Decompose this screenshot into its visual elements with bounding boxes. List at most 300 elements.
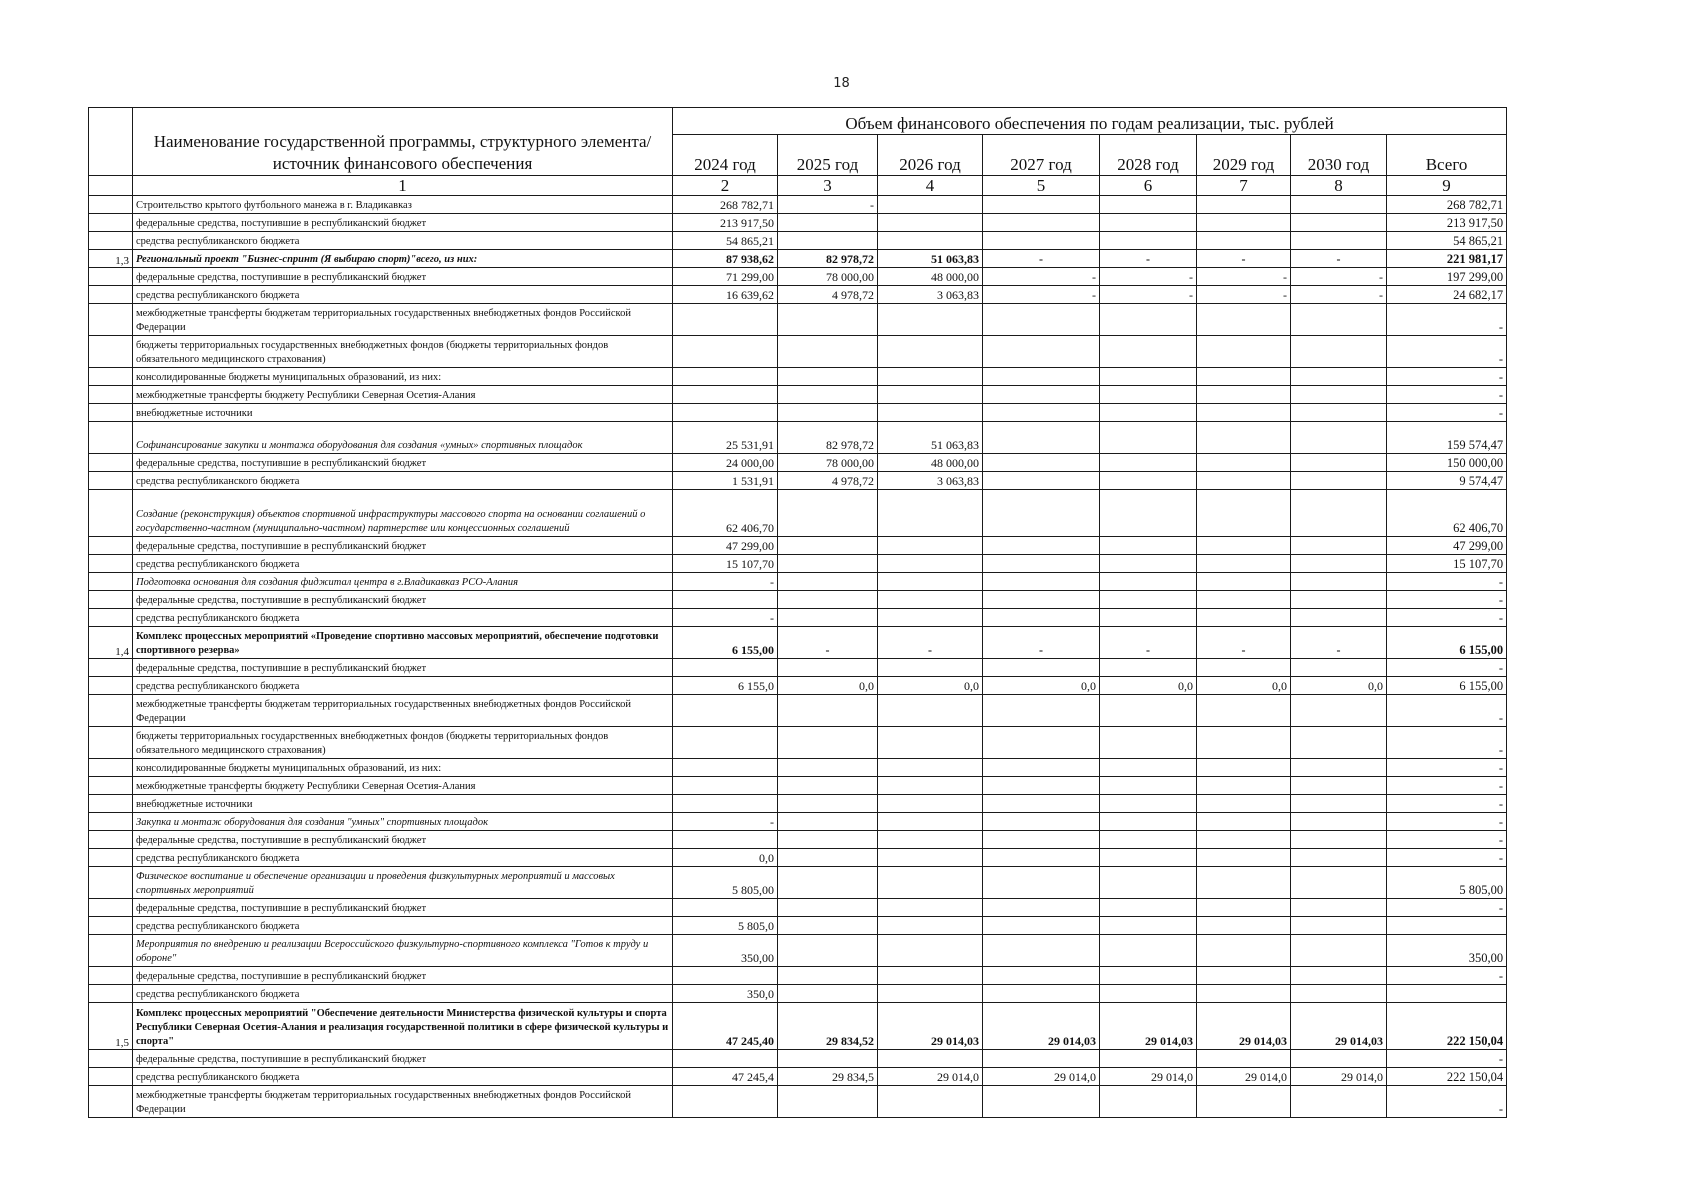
row-number <box>89 336 133 368</box>
cell-year-2027 <box>983 659 1100 677</box>
cell-year-2028 <box>1100 336 1197 368</box>
cell-year-2025 <box>778 727 878 759</box>
cell-year-2030 <box>1291 917 1387 935</box>
row-label: межбюджетные трансферты бюджету Республики Северная Осетия-Алания <box>133 777 673 795</box>
cell-year-2024 <box>673 795 778 813</box>
cell-year-2028: 29 014,0 <box>1100 1068 1197 1086</box>
cell-year-2029 <box>1197 899 1291 917</box>
row-number <box>89 1086 133 1118</box>
cell-year-2029 <box>1197 591 1291 609</box>
cell-total: 197 299,00 <box>1387 268 1507 286</box>
cell-total: 350,00 <box>1387 935 1507 967</box>
header-year-2029: 2029 год <box>1197 135 1291 176</box>
cell-total: - <box>1387 304 1507 336</box>
cell-year-2029: - <box>1197 627 1291 659</box>
table-row <box>89 867 1507 899</box>
cell-year-2029 <box>1197 404 1291 422</box>
cell-year-2030 <box>1291 867 1387 899</box>
cell-year-2025 <box>778 795 878 813</box>
row-number <box>89 422 133 454</box>
table-row <box>89 609 1507 627</box>
row-number <box>89 795 133 813</box>
row-label: федеральные средства, поступившие в республиканский бюджет <box>133 659 673 677</box>
row-label: средства республиканского бюджета <box>133 609 673 627</box>
cell-year-2027 <box>983 867 1100 899</box>
cell-year-2027 <box>983 813 1100 831</box>
header-year-2024: 2024 год <box>673 135 778 176</box>
cell-year-2025 <box>778 368 878 386</box>
cell-total: - <box>1387 899 1507 917</box>
cell-year-2026 <box>878 867 983 899</box>
cell-year-2028 <box>1100 795 1197 813</box>
cell-year-2030 <box>1291 1050 1387 1068</box>
cell-year-2026: - <box>878 627 983 659</box>
cell-year-2025 <box>778 537 878 555</box>
header-year-2026: 2026 год <box>878 135 983 176</box>
cell-year-2029 <box>1197 1050 1291 1068</box>
cell-year-2026: 48 000,00 <box>878 454 983 472</box>
cell-year-2029 <box>1197 386 1291 404</box>
cell-year-2029 <box>1197 813 1291 831</box>
cell-year-2027 <box>983 336 1100 368</box>
cell-total: 15 107,70 <box>1387 555 1507 573</box>
cell-year-2030 <box>1291 368 1387 386</box>
cell-year-2026: 48 000,00 <box>878 268 983 286</box>
cell-year-2024: 25 531,91 <box>673 422 778 454</box>
cell-year-2024: 54 865,21 <box>673 232 778 250</box>
cell-year-2029 <box>1197 1086 1291 1118</box>
table-row <box>89 967 1507 985</box>
cell-total: - <box>1387 813 1507 831</box>
cell-year-2030: - <box>1291 627 1387 659</box>
cell-year-2025: - <box>778 627 878 659</box>
cell-year-2024 <box>673 759 778 777</box>
table-row <box>89 286 1507 304</box>
table-row <box>89 368 1507 386</box>
cell-year-2025 <box>778 899 878 917</box>
cell-year-2025: 29 834,52 <box>778 1003 878 1050</box>
row-number <box>89 232 133 250</box>
cell-year-2026: 3 063,83 <box>878 472 983 490</box>
header-year-2028: 2028 год <box>1100 135 1197 176</box>
table-row <box>89 849 1507 867</box>
cell-total: 47 299,00 <box>1387 537 1507 555</box>
cell-year-2029 <box>1197 336 1291 368</box>
table-row <box>89 268 1507 286</box>
cell-year-2027 <box>983 304 1100 336</box>
cell-year-2024: 24 000,00 <box>673 454 778 472</box>
cell-year-2024 <box>673 727 778 759</box>
cell-year-2026: 51 063,83 <box>878 250 983 268</box>
cell-year-2030 <box>1291 422 1387 454</box>
cell-year-2028 <box>1100 935 1197 967</box>
cell-year-2025 <box>778 609 878 627</box>
cell-year-2026 <box>878 304 983 336</box>
cell-year-2024: 16 639,62 <box>673 286 778 304</box>
cell-year-2027 <box>983 899 1100 917</box>
cell-year-2027: - <box>983 627 1100 659</box>
cell-total: 213 917,50 <box>1387 214 1507 232</box>
cell-year-2027 <box>983 573 1100 591</box>
cell-year-2028 <box>1100 386 1197 404</box>
row-number <box>89 304 133 336</box>
cell-total: - <box>1387 777 1507 795</box>
cell-year-2027 <box>983 214 1100 232</box>
cell-year-2028 <box>1100 759 1197 777</box>
cell-year-2025 <box>778 935 878 967</box>
cell-year-2029 <box>1197 537 1291 555</box>
header-total: Всего <box>1387 135 1507 176</box>
cell-year-2030: 29 014,0 <box>1291 1068 1387 1086</box>
cell-total: - <box>1387 795 1507 813</box>
header-name-column: Наименование государственной программы, структурного элемента/источник финансового обеспечения <box>133 108 673 176</box>
cell-year-2029 <box>1197 368 1291 386</box>
cell-year-2025 <box>778 336 878 368</box>
cell-year-2027 <box>983 917 1100 935</box>
cell-year-2028 <box>1100 727 1197 759</box>
cell-year-2030 <box>1291 537 1387 555</box>
table-row <box>89 196 1507 214</box>
cell-year-2024: 350,0 <box>673 985 778 1003</box>
column-number: 3 <box>778 176 878 196</box>
row-label: Физическое воспитание и обеспечение организации и проведения физкультурных мероприятий и массовых спортивных мероприятий <box>133 867 673 899</box>
row-number <box>89 196 133 214</box>
cell-year-2026 <box>878 368 983 386</box>
row-number <box>89 967 133 985</box>
cell-year-2028 <box>1100 555 1197 573</box>
table-row <box>89 917 1507 935</box>
row-label: средства республиканского бюджета <box>133 677 673 695</box>
cell-year-2024: 47 245,40 <box>673 1003 778 1050</box>
row-number <box>89 268 133 286</box>
header-year-2025: 2025 год <box>778 135 878 176</box>
cell-year-2029 <box>1197 609 1291 627</box>
column-number: 4 <box>878 176 983 196</box>
cell-year-2025 <box>778 777 878 795</box>
row-label: федеральные средства, поступившие в республиканский бюджет <box>133 967 673 985</box>
row-number <box>89 899 133 917</box>
cell-year-2025 <box>778 555 878 573</box>
cell-year-2027: - <box>983 250 1100 268</box>
cell-year-2027 <box>983 232 1100 250</box>
cell-year-2029: 29 014,0 <box>1197 1068 1291 1086</box>
table-row <box>89 422 1507 454</box>
row-number: 1,5 <box>89 1003 133 1050</box>
column-number-row <box>89 176 1507 196</box>
page-number: 18 <box>833 76 850 91</box>
cell-year-2029 <box>1197 967 1291 985</box>
cell-year-2025: 82 978,72 <box>778 422 878 454</box>
table-row <box>89 795 1507 813</box>
cell-year-2028 <box>1100 404 1197 422</box>
cell-year-2028 <box>1100 232 1197 250</box>
cell-year-2028 <box>1100 659 1197 677</box>
cell-year-2025 <box>778 849 878 867</box>
cell-year-2030: - <box>1291 250 1387 268</box>
cell-year-2026 <box>878 917 983 935</box>
cell-year-2025 <box>778 573 878 591</box>
cell-year-2029 <box>1197 759 1291 777</box>
row-label: средства республиканского бюджета <box>133 849 673 867</box>
cell-year-2028 <box>1100 831 1197 849</box>
cell-year-2027 <box>983 386 1100 404</box>
cell-year-2026 <box>878 490 983 537</box>
cell-total: - <box>1387 336 1507 368</box>
cell-year-2024 <box>673 304 778 336</box>
cell-year-2027 <box>983 368 1100 386</box>
cell-year-2029 <box>1197 555 1291 573</box>
cell-year-2028 <box>1100 695 1197 727</box>
cell-year-2027 <box>983 472 1100 490</box>
cell-year-2024 <box>673 831 778 849</box>
cell-year-2025 <box>778 490 878 537</box>
cell-total: - <box>1387 609 1507 627</box>
cell-year-2025: 4 978,72 <box>778 472 878 490</box>
column-number: 6 <box>1100 176 1197 196</box>
row-number <box>89 849 133 867</box>
cell-year-2028 <box>1100 472 1197 490</box>
cell-year-2028 <box>1100 573 1197 591</box>
cell-year-2029: 29 014,03 <box>1197 1003 1291 1050</box>
cell-year-2024: 1 531,91 <box>673 472 778 490</box>
cell-year-2024 <box>673 967 778 985</box>
cell-total: - <box>1387 573 1507 591</box>
cell-year-2029 <box>1197 917 1291 935</box>
cell-year-2028 <box>1100 609 1197 627</box>
cell-year-2030 <box>1291 386 1387 404</box>
cell-total: 222 150,04 <box>1387 1003 1507 1050</box>
cell-year-2030 <box>1291 591 1387 609</box>
cell-year-2026 <box>878 813 983 831</box>
cell-year-2026 <box>878 196 983 214</box>
cell-total: - <box>1387 591 1507 609</box>
cell-year-2025 <box>778 985 878 1003</box>
cell-total: - <box>1387 695 1507 727</box>
row-number <box>89 727 133 759</box>
cell-year-2027 <box>983 777 1100 795</box>
cell-year-2024 <box>673 386 778 404</box>
row-number <box>89 490 133 537</box>
header-year-2027: 2027 год <box>983 135 1100 176</box>
cell-year-2027 <box>983 759 1100 777</box>
row-label: внебюджетные источники <box>133 404 673 422</box>
cell-year-2028: 29 014,03 <box>1100 1003 1197 1050</box>
cell-year-2028: 0,0 <box>1100 677 1197 695</box>
cell-year-2030 <box>1291 609 1387 627</box>
row-number <box>89 591 133 609</box>
cell-year-2025 <box>778 304 878 336</box>
cell-year-2026 <box>878 899 983 917</box>
cell-year-2024: 6 155,0 <box>673 677 778 695</box>
cell-year-2024 <box>673 368 778 386</box>
row-number <box>89 813 133 831</box>
cell-year-2029 <box>1197 935 1291 967</box>
cell-year-2025: 29 834,5 <box>778 1068 878 1086</box>
cell-total: - <box>1387 386 1507 404</box>
cell-year-2029 <box>1197 422 1291 454</box>
cell-year-2030 <box>1291 831 1387 849</box>
row-number <box>89 386 133 404</box>
cell-year-2029 <box>1197 196 1291 214</box>
cell-year-2028 <box>1100 490 1197 537</box>
cell-total <box>1387 985 1507 1003</box>
cell-year-2030 <box>1291 454 1387 472</box>
cell-year-2027: - <box>983 268 1100 286</box>
cell-year-2026 <box>878 232 983 250</box>
cell-year-2029 <box>1197 849 1291 867</box>
row-number <box>89 659 133 677</box>
row-number <box>89 214 133 232</box>
cell-total: 9 574,47 <box>1387 472 1507 490</box>
cell-year-2027 <box>983 196 1100 214</box>
row-label: федеральные средства, поступившие в республиканский бюджет <box>133 214 673 232</box>
cell-year-2024 <box>673 1086 778 1118</box>
row-label: межбюджетные трансферты бюджету Республики Северная Осетия-Алания <box>133 386 673 404</box>
cell-year-2027 <box>983 422 1100 454</box>
cell-year-2024: - <box>673 609 778 627</box>
row-label: средства республиканского бюджета <box>133 917 673 935</box>
table-row <box>89 1050 1507 1068</box>
row-label: внебюджетные источники <box>133 795 673 813</box>
cell-year-2028 <box>1100 813 1197 831</box>
cell-total: 6 155,00 <box>1387 677 1507 695</box>
row-number <box>89 695 133 727</box>
cell-year-2028 <box>1100 591 1197 609</box>
row-number <box>89 867 133 899</box>
cell-year-2025 <box>778 759 878 777</box>
row-number <box>89 404 133 422</box>
cell-year-2028 <box>1100 304 1197 336</box>
table-row <box>89 386 1507 404</box>
cell-year-2030: 0,0 <box>1291 677 1387 695</box>
table-row <box>89 899 1507 917</box>
cell-year-2028 <box>1100 1086 1197 1118</box>
row-number <box>89 759 133 777</box>
column-number: 5 <box>983 176 1100 196</box>
cell-year-2028 <box>1100 196 1197 214</box>
cell-year-2029 <box>1197 695 1291 727</box>
cell-total: 6 155,00 <box>1387 627 1507 659</box>
cell-year-2027: 29 014,03 <box>983 1003 1100 1050</box>
cell-year-2024: 268 782,71 <box>673 196 778 214</box>
row-label: федеральные средства, поступившие в республиканский бюджет <box>133 268 673 286</box>
cell-year-2025 <box>778 214 878 232</box>
cell-year-2024: 6 155,00 <box>673 627 778 659</box>
cell-year-2026 <box>878 777 983 795</box>
row-label: Региональный проект "Бизнес-спринт (Я выбираю спорт)"всего, из них: <box>133 250 673 268</box>
cell-year-2028 <box>1100 899 1197 917</box>
header-year-2030: 2030 год <box>1291 135 1387 176</box>
cell-year-2027 <box>983 1050 1100 1068</box>
cell-year-2028: - <box>1100 627 1197 659</box>
cell-year-2028 <box>1100 454 1197 472</box>
cell-year-2024 <box>673 591 778 609</box>
cell-year-2030 <box>1291 404 1387 422</box>
cell-year-2028 <box>1100 422 1197 454</box>
cell-year-2027 <box>983 591 1100 609</box>
cell-year-2027 <box>983 454 1100 472</box>
row-label: Подготовка основания для создания фиджитал центра в г.Владикавказ РСО-Алания <box>133 573 673 591</box>
row-label: федеральные средства, поступившие в республиканский бюджет <box>133 591 673 609</box>
table-row <box>89 490 1507 537</box>
cell-year-2026: 0,0 <box>878 677 983 695</box>
cell-year-2030 <box>1291 472 1387 490</box>
table-row <box>89 777 1507 795</box>
row-number <box>89 472 133 490</box>
cell-year-2030: - <box>1291 286 1387 304</box>
table-row <box>89 591 1507 609</box>
cell-year-2025: 82 978,72 <box>778 250 878 268</box>
cell-year-2029 <box>1197 867 1291 899</box>
row-number <box>89 1068 133 1086</box>
cell-year-2026 <box>878 849 983 867</box>
cell-total: 159 574,47 <box>1387 422 1507 454</box>
cell-total: 268 782,71 <box>1387 196 1507 214</box>
cell-year-2030 <box>1291 336 1387 368</box>
row-label: средства республиканского бюджета <box>133 985 673 1003</box>
table-row <box>89 627 1507 659</box>
cell-year-2028: - <box>1100 286 1197 304</box>
table-row <box>89 813 1507 831</box>
cell-year-2026 <box>878 573 983 591</box>
header-volume-title: Объем финансового обеспечения по годам реализации, тыс. рублей <box>673 108 1507 135</box>
row-label: Строительство крытого футбольного манежа в г. Владикавказ <box>133 196 673 214</box>
cell-year-2025 <box>778 232 878 250</box>
cell-year-2025: 78 000,00 <box>778 454 878 472</box>
table-row <box>89 537 1507 555</box>
cell-year-2029 <box>1197 659 1291 677</box>
row-number: 1,3 <box>89 250 133 268</box>
cell-year-2028 <box>1100 1050 1197 1068</box>
cell-year-2030 <box>1291 659 1387 677</box>
table-body <box>89 196 1507 1118</box>
row-number <box>89 573 133 591</box>
cell-year-2030 <box>1291 1086 1387 1118</box>
cell-year-2028 <box>1100 849 1197 867</box>
cell-year-2027: 0,0 <box>983 677 1100 695</box>
cell-year-2025: 78 000,00 <box>778 268 878 286</box>
row-label: межбюджетные трансферты бюджетам территориальных государственных внебюджетных фондов Российской Федерации <box>133 695 673 727</box>
row-number <box>89 777 133 795</box>
cell-year-2027 <box>983 935 1100 967</box>
row-label: бюджеты территориальных государственных внебюджетных фондов (бюджеты территориальных фондов обязательного медицинского страхования) <box>133 336 673 368</box>
cell-year-2029 <box>1197 472 1291 490</box>
cell-year-2028 <box>1100 368 1197 386</box>
cell-year-2030: - <box>1291 268 1387 286</box>
row-label: консолидированные бюджеты муниципальных образований, из них: <box>133 368 673 386</box>
cell-year-2024: 71 299,00 <box>673 268 778 286</box>
cell-year-2028 <box>1100 917 1197 935</box>
cell-year-2024: 62 406,70 <box>673 490 778 537</box>
cell-year-2026: 29 014,03 <box>878 1003 983 1050</box>
cell-year-2026: 51 063,83 <box>878 422 983 454</box>
cell-total: - <box>1387 967 1507 985</box>
row-label: средства республиканского бюджета <box>133 555 673 573</box>
column-number: 9 <box>1387 176 1507 196</box>
cell-year-2030 <box>1291 899 1387 917</box>
cell-total: 54 865,21 <box>1387 232 1507 250</box>
cell-year-2030 <box>1291 196 1387 214</box>
cell-year-2025 <box>778 1086 878 1118</box>
cell-year-2027: - <box>983 286 1100 304</box>
cell-year-2026 <box>878 386 983 404</box>
cell-year-2024 <box>673 404 778 422</box>
row-number <box>89 537 133 555</box>
cell-year-2026 <box>878 609 983 627</box>
cell-year-2026 <box>878 1086 983 1118</box>
cell-year-2027 <box>983 967 1100 985</box>
cell-year-2024: 5 805,00 <box>673 867 778 899</box>
